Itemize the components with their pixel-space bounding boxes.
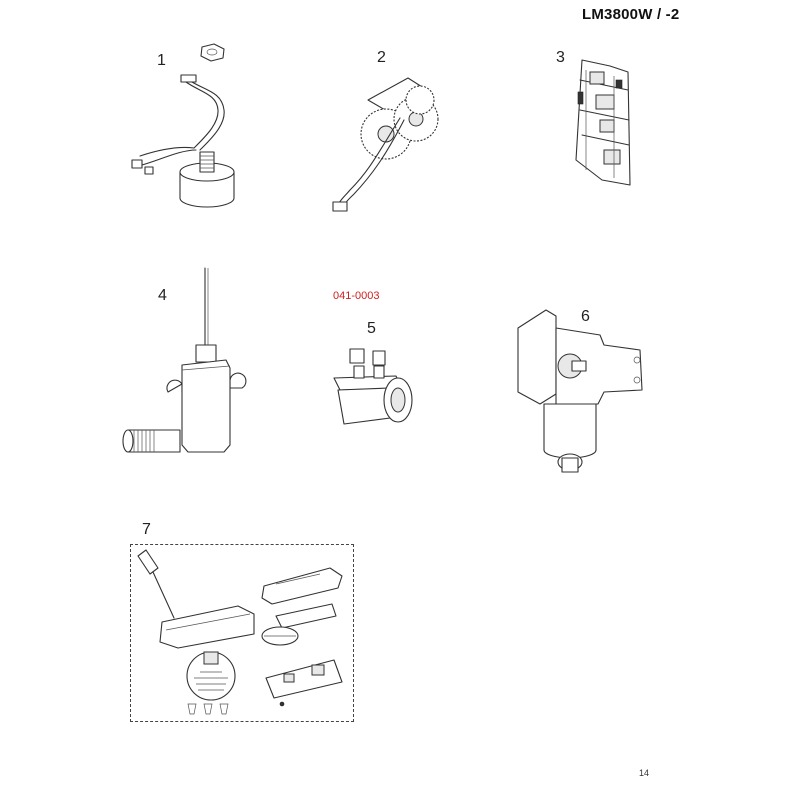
part-number-3: 3 <box>556 49 565 66</box>
part-code-5: 041-0003 <box>333 290 380 302</box>
part-number-5: 5 <box>367 320 376 337</box>
part-number-2: 2 <box>377 49 386 66</box>
part-number-1: 1 <box>157 52 166 69</box>
model-title: LM3800W / -2 <box>582 6 680 23</box>
part-number-7: 7 <box>142 521 151 538</box>
page-number: 14 <box>639 768 650 778</box>
part-number-6: 6 <box>581 308 590 325</box>
part-number-4: 4 <box>158 287 167 304</box>
